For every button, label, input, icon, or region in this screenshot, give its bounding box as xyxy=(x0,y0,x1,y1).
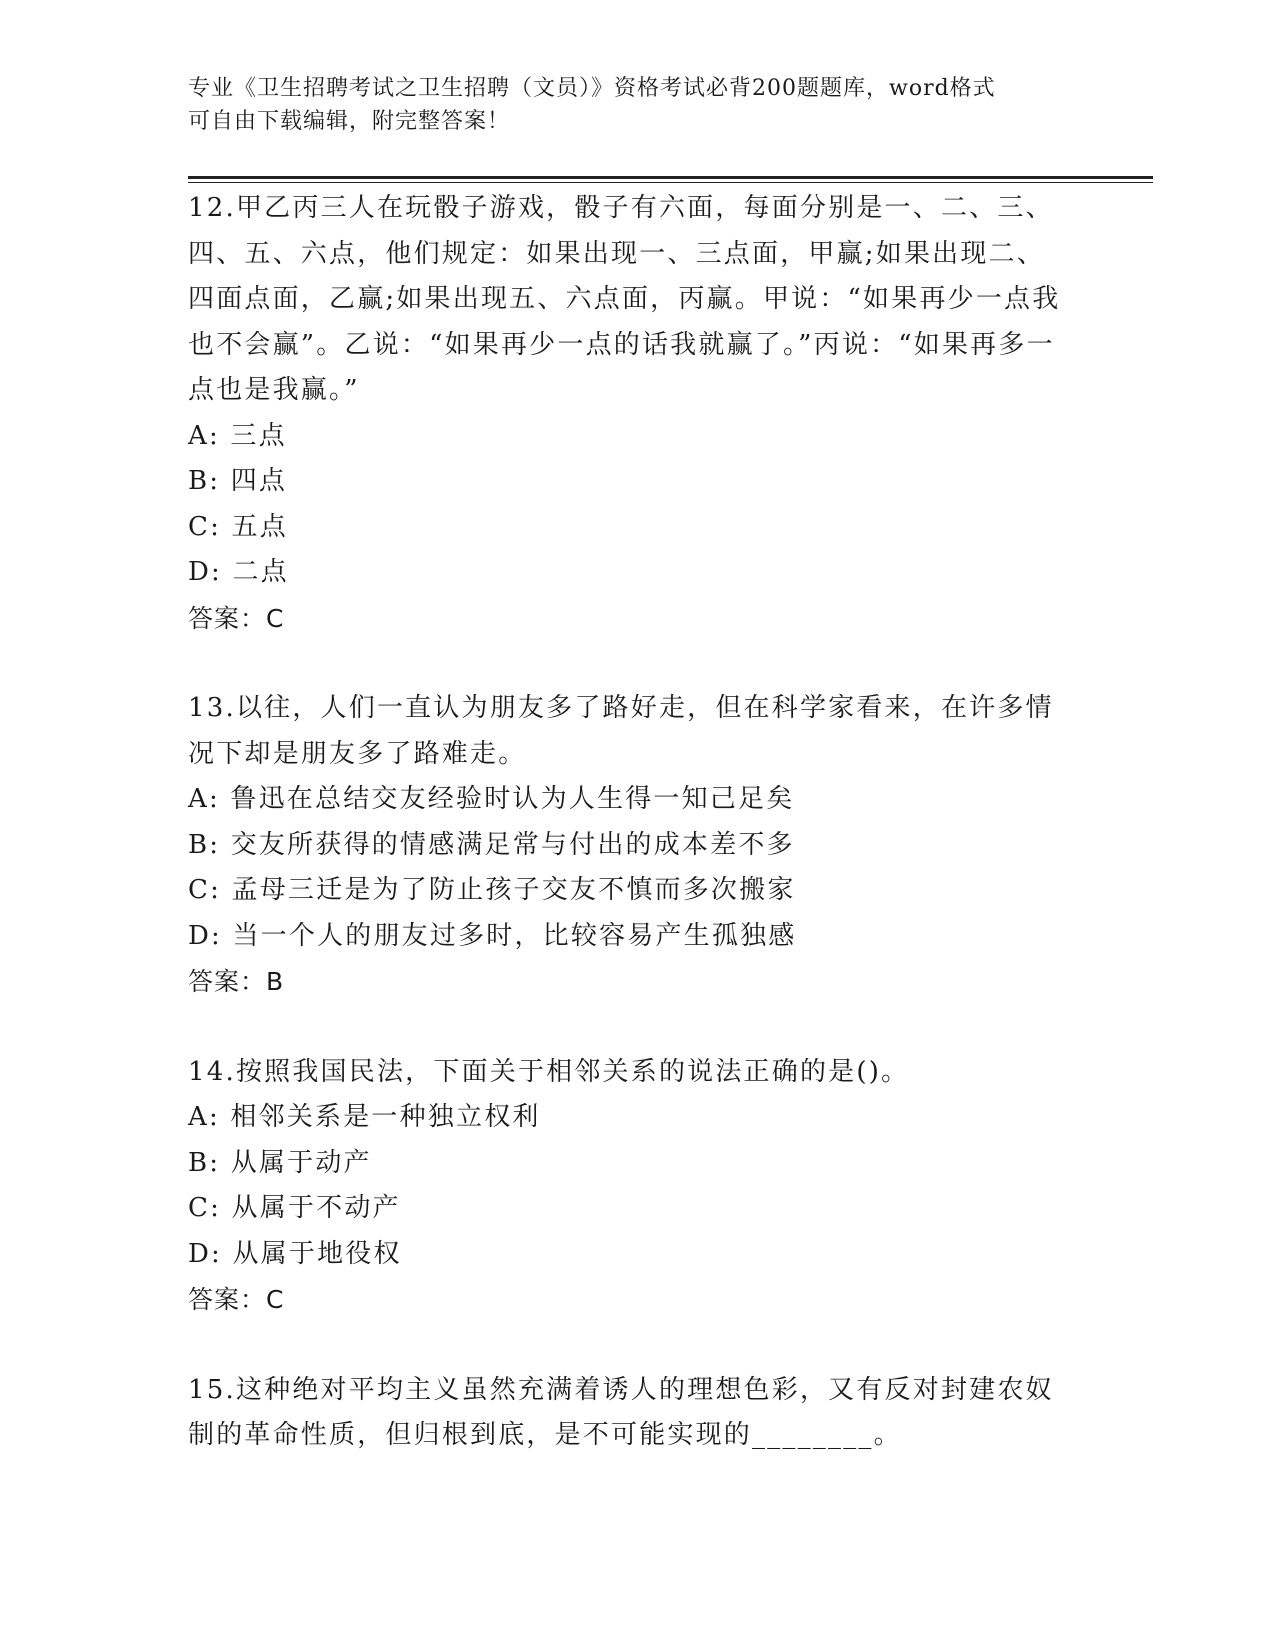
option-c: C: 孟母三迁是为了防止孩子交友不慎而多次搬家 xyxy=(188,875,796,905)
header-line-1: 专业《卫生招聘考试之卫生招聘（文员）》资格考试必背200题题库，word格式 xyxy=(188,76,996,101)
option-d: D: 从属于地役权 xyxy=(188,1238,402,1269)
answer-label: 答案：B xyxy=(188,967,285,996)
question-14 xyxy=(188,1050,1068,1323)
answer-label: 答案：C xyxy=(188,1285,285,1314)
answer-label: 答案：C xyxy=(188,603,285,633)
question-spacer xyxy=(188,1005,1068,1050)
option-b: B: 四点 xyxy=(188,466,288,496)
option-a: A: 相邻关系是一种独立权利 xyxy=(188,1102,541,1132)
question-stem: 13.以往，人们一直认为朋友多了路好走，但在科学家看来，在许多情况下却是朋友多了路难走。 xyxy=(188,693,1054,769)
option-d: D: 二点 xyxy=(188,557,289,587)
option-a: A: 三点 xyxy=(188,420,287,451)
question-12 xyxy=(188,186,1068,641)
option-b: B: 从属于动产 xyxy=(188,1147,372,1178)
option-c: C: 从属于不动产 xyxy=(188,1193,401,1223)
option-d: D: 当一个人的朋友过多时，比较容易产生孤独感 xyxy=(188,920,797,951)
option-a: A: 鲁迅在总结交友经验时认为人生得一知己足矣 xyxy=(188,784,795,814)
question-list xyxy=(188,186,1068,1459)
header-divider-thick xyxy=(188,176,1153,179)
question-15 xyxy=(188,1368,1068,1459)
question-spacer xyxy=(188,641,1068,686)
header-line-2: 可自由下载编辑，附完整答案！ xyxy=(188,109,511,134)
option-c: C: 五点 xyxy=(188,511,288,542)
question-stem: 14.按照我国民法，下面关于相邻关系的说法正确的是()。 xyxy=(188,1056,910,1087)
question-stem: 12.甲乙丙三人在玩骰子游戏，骰子有六面，每面分别是一、二、三、四、五、六点，他们规定：如果出现一、三点面，甲赢;如果出现二、四面点面，乙赢;如果出现五、六点面，丙赢。甲说：“如果再少一点我也不会赢”。乙说：“如果再少一点的话我就赢了。”丙说：“如果再多一点也是我赢。” xyxy=(188,193,1061,405)
question-spacer xyxy=(188,1323,1068,1368)
document-header xyxy=(188,72,1088,138)
option-b: B: 交友所获得的情感满足常与付出的成本差不多 xyxy=(188,829,795,860)
question-13 xyxy=(188,686,1068,1005)
header-divider-thin xyxy=(188,182,1153,183)
question-stem: 15.这种绝对平均主义虽然充满着诱人的理想色彩，又有反对封建农奴制的革命性质，但归根到底，是不可能实现的________。 xyxy=(188,1374,1054,1450)
